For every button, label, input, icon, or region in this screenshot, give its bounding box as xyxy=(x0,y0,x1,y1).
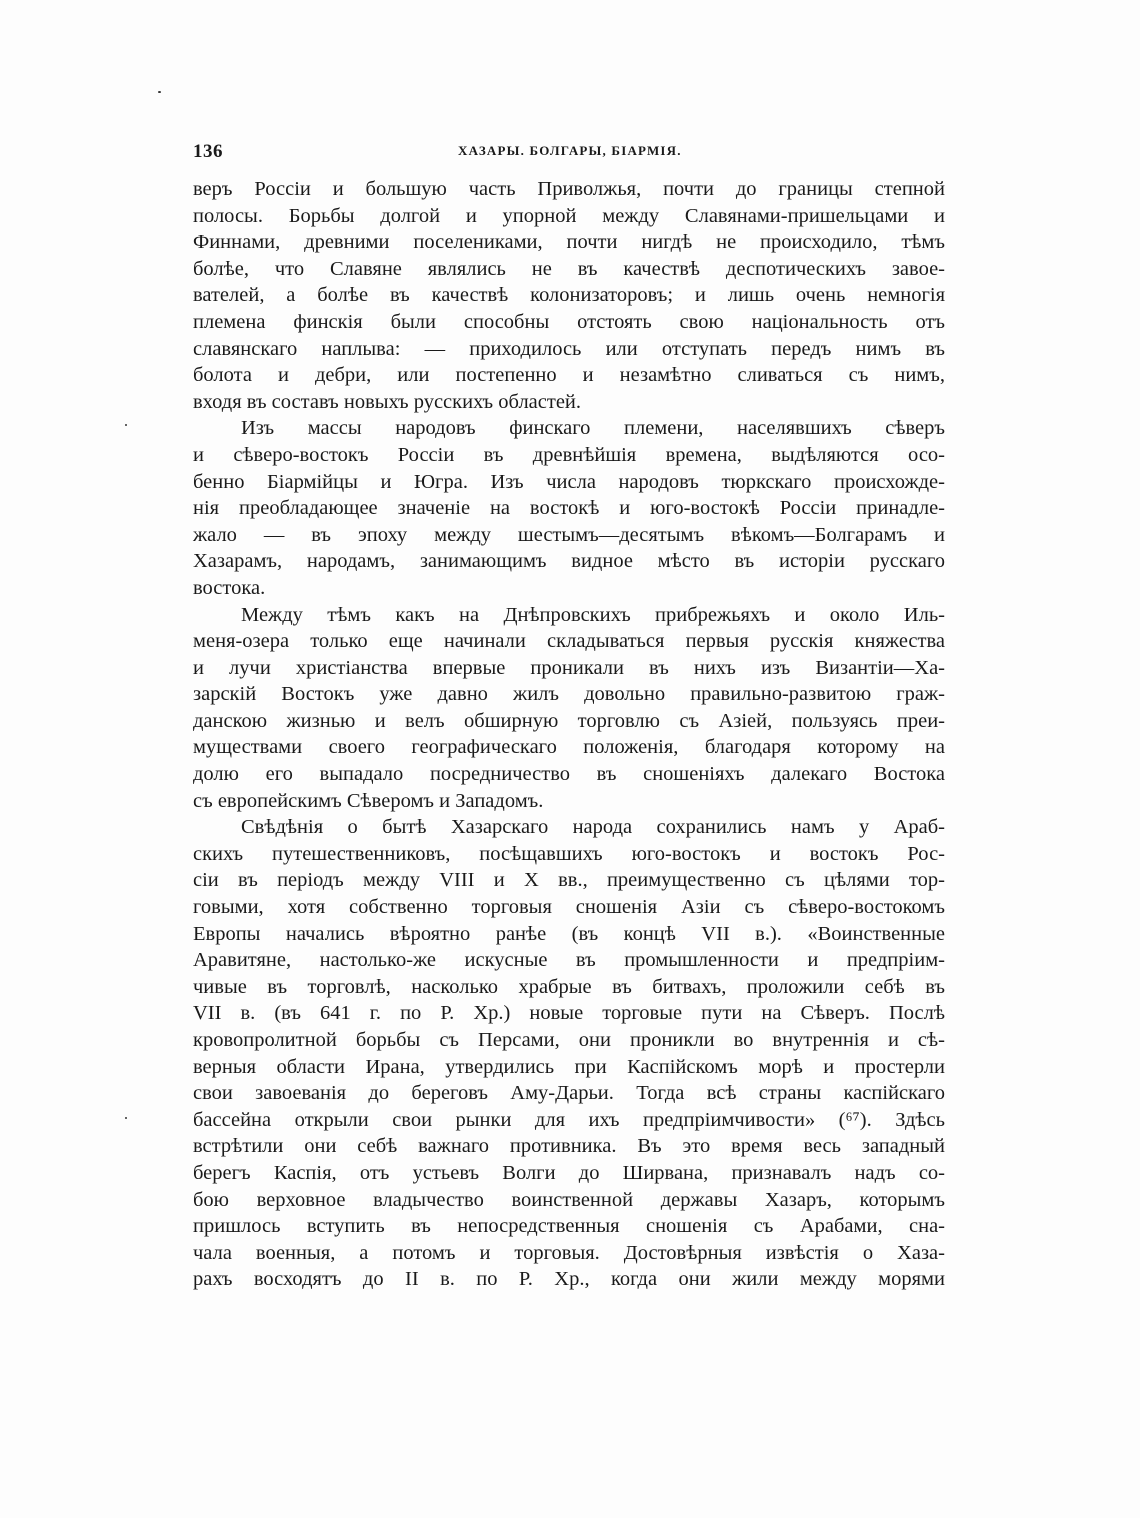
text-line: рахъ восходятъ до II в. по Р. Хр., когда они жили между морями xyxy=(193,1268,945,1291)
text-line: болота и дебри, или постепенно и незамѣтно сливаться съ нимъ, xyxy=(193,364,945,387)
text-line: Европы начались вѣроятно ранѣе (въ концѣ VII в.). «Воинственные xyxy=(193,922,945,945)
text-line: говыми, хотя собственно торговыя сношенія Азіи съ сѣверо-востокомъ xyxy=(193,896,945,919)
text-line: Свѣдѣнія о бытѣ Хазарскаго народа сохранились намъ у Араб- xyxy=(241,816,945,839)
text-line: Между тѣмъ какъ на Днѣпровскихъ прибрежьяхъ и около Иль- xyxy=(241,603,945,626)
text-line: чивые въ торговлѣ, насколько храбрые въ битвахъ, проложили себѣ въ xyxy=(193,975,945,998)
scan-speck xyxy=(125,424,127,426)
text-line: племена финскія были способны отстоять свою національность отъ xyxy=(193,310,945,333)
text-line: Изъ массы народовъ финскаго племени, населявшихъ сѣверъ xyxy=(241,417,945,440)
text-line: входя въ составъ новыхъ русскихъ областей. xyxy=(193,390,582,413)
text-line: Аравитяне, настолько-же искусные въ промышленности и предпріим- xyxy=(193,949,945,972)
text-line: Хазарамъ, народамъ, занимающимъ видное мѣсто въ исторіи русскаго xyxy=(193,550,945,573)
text-line: муществами своего географическаго положенія, благодаря которому на xyxy=(193,736,945,759)
text-line: веръ Россіи и большую часть Приволжья, почти до границы степной xyxy=(193,178,945,200)
text-line: скихъ путешественниковъ, посѣщавшихъ юго-востокъ и востокъ Рос- xyxy=(193,842,945,865)
scan-speck xyxy=(125,1117,127,1119)
running-head: ХАЗАРЫ. БОЛГАРЫ, БІАРМІЯ. xyxy=(458,143,682,158)
text-line: чала военныя, а потомъ и торговыя. Достовѣрныя извѣстія о Хаза- xyxy=(193,1241,945,1264)
text-line: сіи въ періодъ между VIII и X вв., преимущественно съ цѣлями тор- xyxy=(193,869,945,892)
text-line: зарскій Востокъ уже давно жилъ довольно правильно-развитою граж- xyxy=(193,683,945,706)
text-line: бою верховное владычество воинственной державы Хазаръ, которымъ xyxy=(193,1188,945,1211)
text-line: жало — въ эпоху между шестымъ—десятымъ вѣкомъ—Болгарамъ и xyxy=(193,523,945,546)
text-line: бассейна открыли свои рынки для ихъ предпріимчивости» (⁶⁷). Здѣсь xyxy=(193,1108,945,1131)
text-line: меня-озера только еще начинали складываться первыя русскія княжества xyxy=(193,630,945,653)
paragraph xyxy=(193,176,945,415)
text-line: бенно Біармійцы и Югра. Изъ числа народовъ тюркскаго происхожде- xyxy=(193,470,945,493)
text-line: съ европейскимъ Сѣверомъ и Западомъ. xyxy=(193,789,544,812)
scan-speck xyxy=(158,91,161,93)
paragraph xyxy=(193,602,945,815)
text-line: свои завоеванія до береговъ Аму-Дарьи. Тогда всѣ страны каспійскаго xyxy=(193,1082,945,1105)
text-line: верныя области Ирана, утвердились при Каспійскомъ морѣ и простерли xyxy=(193,1055,945,1078)
text-line: кровопролитной борьбы съ Персами, они проникли во внутреннія и сѣ- xyxy=(193,1029,945,1051)
text-line: вателей, а болѣе въ качествѣ колонизаторовъ; и лишь очень немногія xyxy=(193,284,945,307)
text-line: долю его выпадало посредничество въ сношеніяхъ далекаго Востока xyxy=(193,763,945,786)
page-number: 136 xyxy=(193,141,223,162)
paragraph xyxy=(193,415,945,601)
text-line: славянскаго наплыва: — приходилось или отступать передъ нимъ въ xyxy=(193,337,945,360)
text-line: VII в. (въ 641 г. по Р. Хр.) новые торговые пути на Сѣверъ. Послѣ xyxy=(193,1002,945,1025)
text-line: болѣе, что Славяне являлись не въ качествѣ деспотическихъ завое- xyxy=(193,257,945,280)
text-line: берегъ Каспія, отъ устьевъ Волги до Ширвана, признавалъ надъ со- xyxy=(193,1161,945,1184)
text-line: встрѣтили они себѣ важнаго противника. Въ это время весь западный xyxy=(193,1135,945,1158)
text-line: востока. xyxy=(193,576,266,599)
text-line: данскою жизнью и велъ обширную торговлю съ Азіей, пользуясь преи- xyxy=(193,709,945,732)
text-line: Финнами, древними поселениками, почти нигдѣ не происходило, тѣмъ xyxy=(193,231,945,254)
text-line: полосы. Борьбы долгой и упорной между Славянами-пришельцами и xyxy=(193,204,945,227)
text-line: нія преобладающее значеніе на востокѣ и юго-востокѣ Россіи принадле- xyxy=(193,497,945,520)
paragraph xyxy=(193,814,945,1293)
text-line: пришлось вступить въ непосредственныя сношенія съ Арабами, сна- xyxy=(193,1215,945,1238)
text-line: и сѣверо-востокъ Россіи въ древнѣйшія времена, выдѣляются осо- xyxy=(193,443,945,466)
text-line: и лучи христіанства впервые проникали въ нихъ изъ Византіи—Ха- xyxy=(193,656,945,679)
body-text xyxy=(193,176,945,1293)
